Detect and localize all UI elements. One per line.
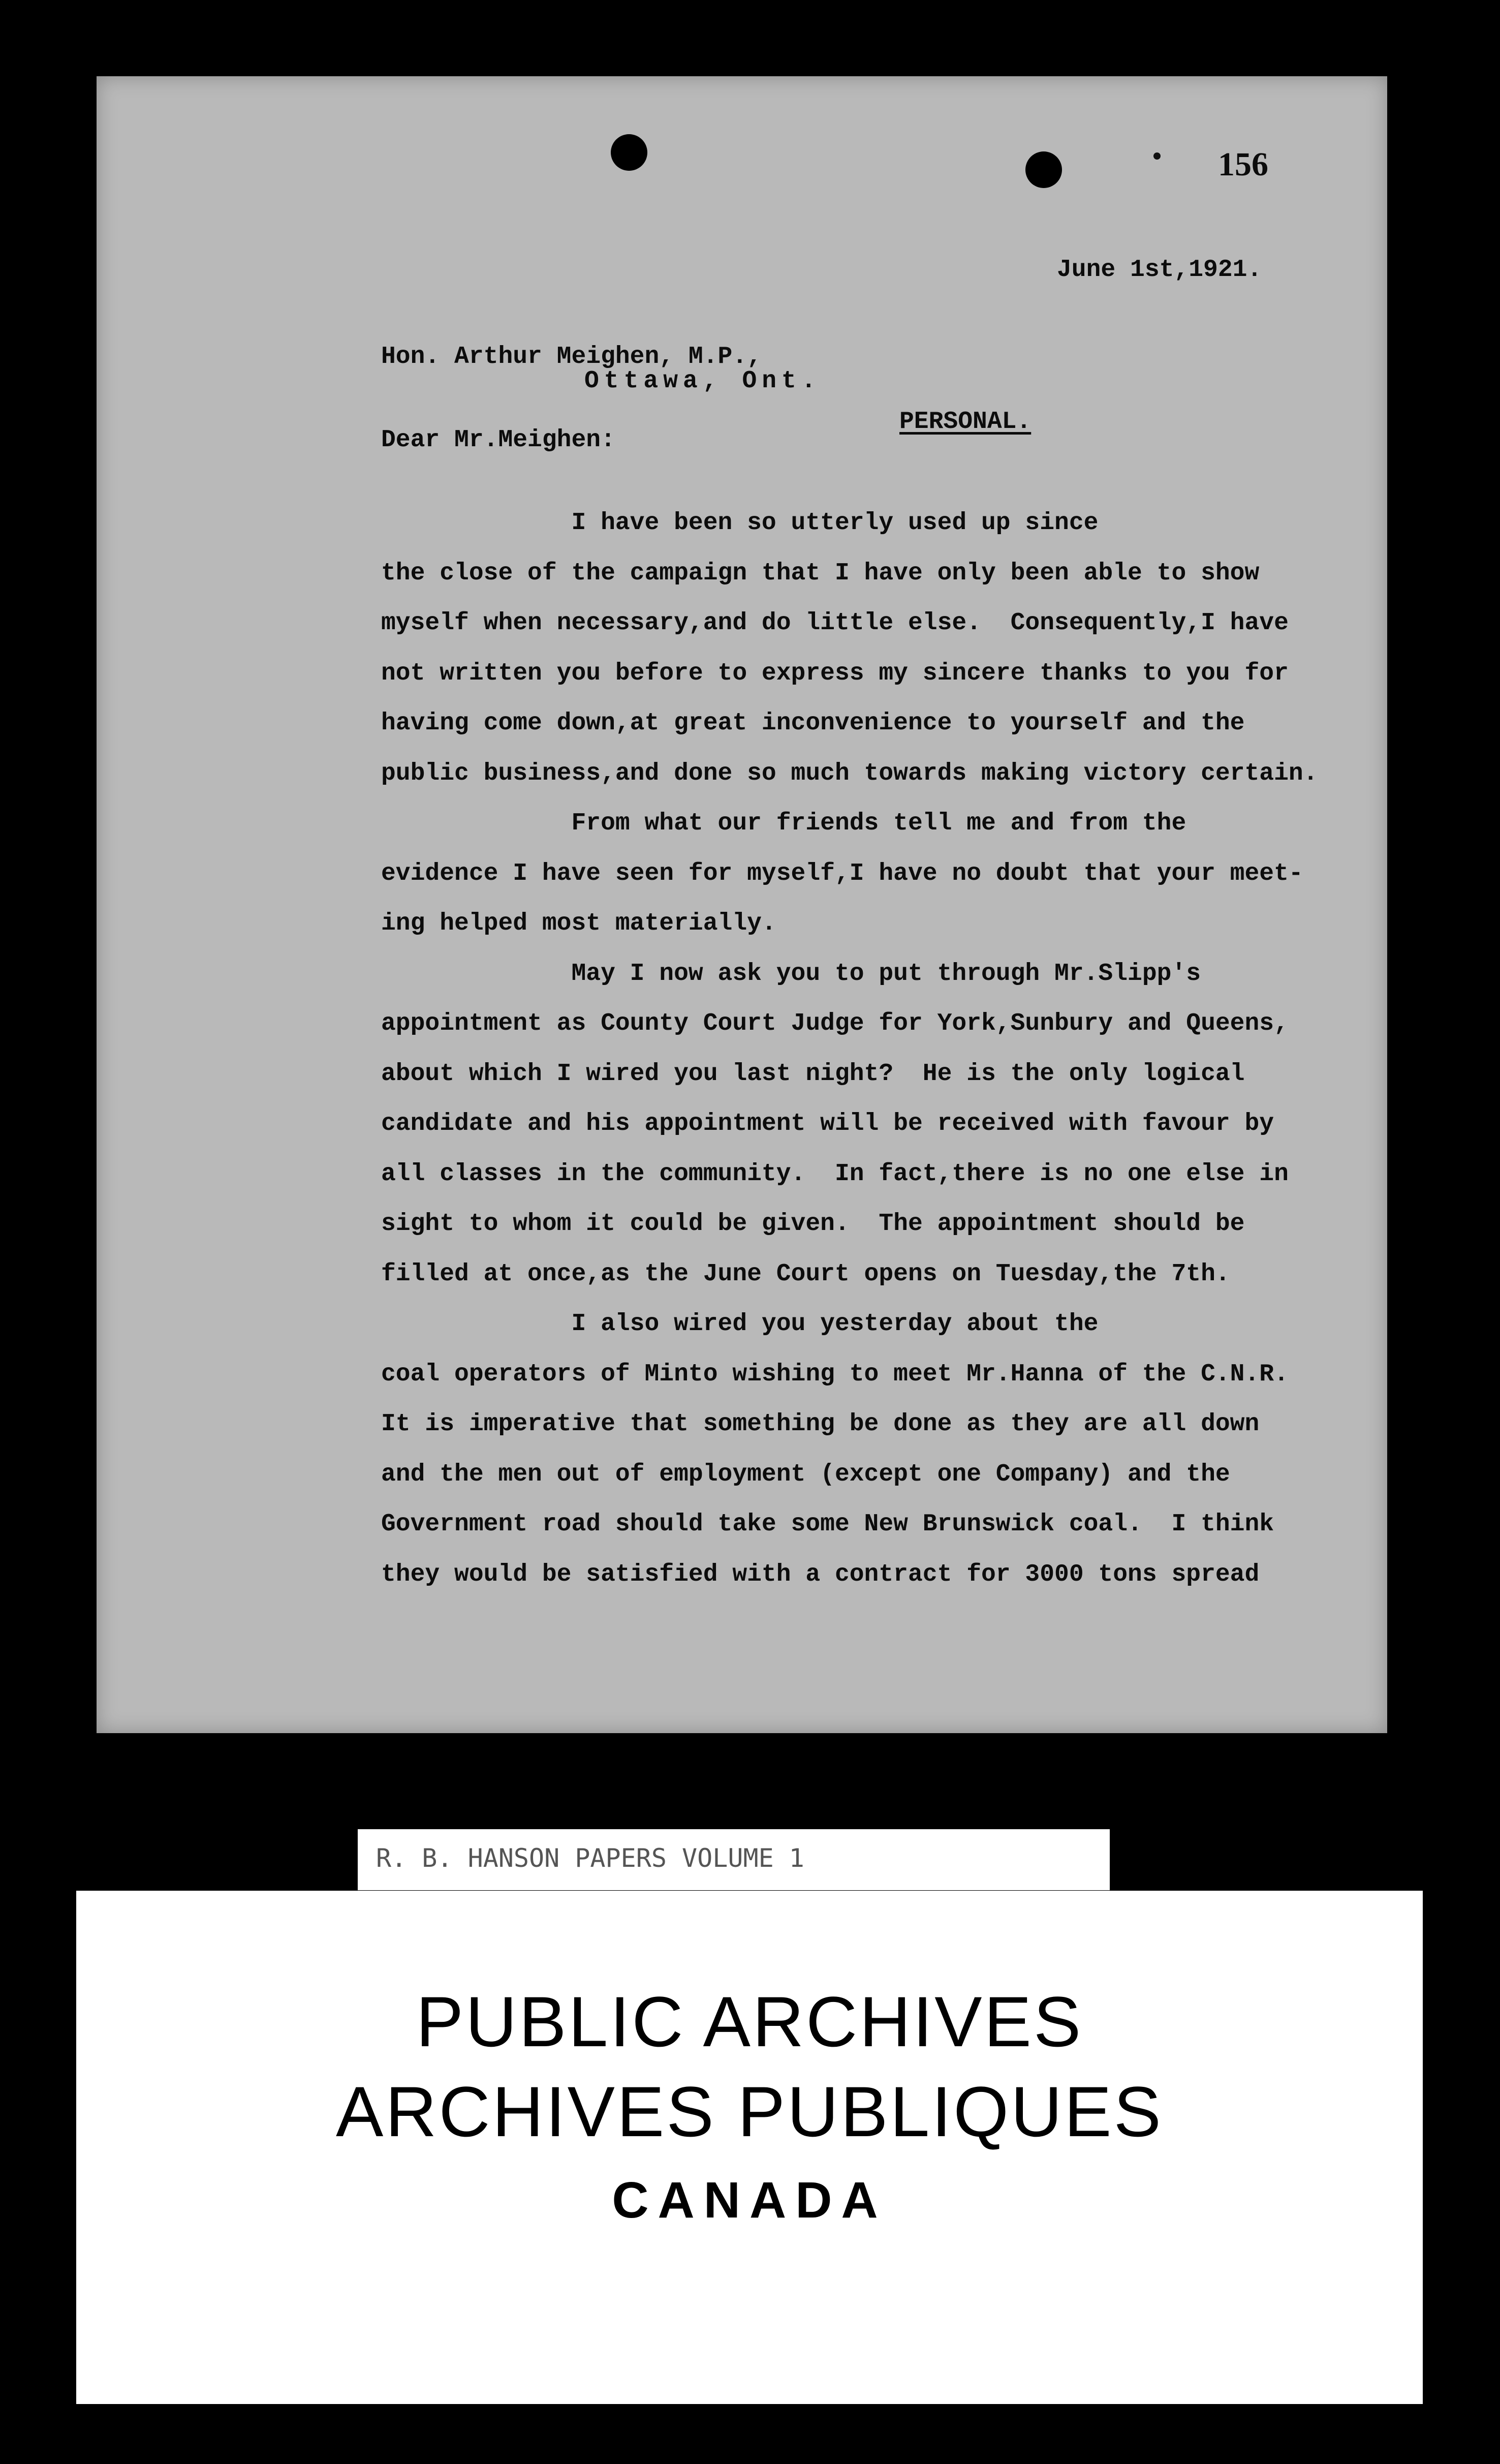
recipient-city: Ottawa, Ont. — [584, 367, 821, 395]
personal-marking: PERSONAL. — [899, 408, 1032, 436]
body-line: sight to whom it could be given. The appointment should be — [381, 1210, 1245, 1238]
body-line: From what our friends tell me and from the — [381, 810, 1186, 837]
archives-country: CANADA — [612, 2172, 887, 2229]
ink-mark — [1153, 152, 1161, 160]
body-line: public business,and done so much towards making victory certain. — [381, 760, 1318, 787]
body-line: I have been so utterly used up since — [381, 509, 1099, 537]
body-line: May I now ask you to put through Mr.Slipp's — [381, 960, 1201, 988]
body-line: the close of the campaign that I have only been able to show — [381, 560, 1260, 587]
archives-title-english: PUBLIC ARCHIVES — [416, 1982, 1083, 2061]
letter-date: June 1st,1921. — [1057, 256, 1262, 284]
volume-label-text: R. B. HANSON PAPERS VOLUME 1 — [376, 1843, 804, 1873]
body-line: they would be satisfied with a contract for 3000 tons spread — [381, 1561, 1260, 1588]
body-line: ing helped most materially. — [381, 910, 776, 937]
punch-hole — [611, 134, 647, 171]
body-line: It is imperative that something be done as they are all down — [381, 1410, 1260, 1438]
body-line: all classes in the community. In fact,there is no one else in — [381, 1160, 1289, 1188]
volume-label — [358, 1829, 1110, 1890]
body-line: and the men out of employment (except one Company) and the — [381, 1461, 1230, 1488]
body-line: myself when necessary,and do little else. Consequently,I have — [381, 609, 1289, 637]
page-number: 156 — [1218, 146, 1268, 183]
archives-title-french: ARCHIVES PUBLIQUES — [336, 2072, 1163, 2151]
body-line: evidence I have seen for myself,I have no doubt that your meet- — [381, 860, 1303, 887]
body-line: about which I wired you last night? He is the only logical — [381, 1060, 1245, 1088]
body-line: having come down,at great inconvenience to yourself and the — [381, 710, 1245, 737]
body-line: appointment as County Court Judge for York,Sunbury and Queens, — [381, 1010, 1289, 1037]
recipient-name: Hon. Arthur Meighen, M.P., — [381, 343, 762, 371]
body-line: filled at once,as the June Court opens on Tuesday,the 7th. — [381, 1260, 1230, 1288]
archives-card — [76, 1891, 1423, 2404]
letter-page — [97, 76, 1387, 1733]
body-line: not written you before to express my sincere thanks to you for — [381, 660, 1289, 687]
body-line: candidate and his appointment will be received with favour by — [381, 1110, 1274, 1137]
body-line: Government road should take some New Brunswick coal. I think — [381, 1511, 1274, 1538]
body-line: coal operators of Minto wishing to meet Mr.Hanna of the C.N.R. — [381, 1361, 1289, 1388]
body-line: I also wired you yesterday about the — [381, 1310, 1099, 1338]
punch-hole — [1025, 151, 1062, 188]
salutation: Dear Mr.Meighen: — [381, 426, 615, 454]
